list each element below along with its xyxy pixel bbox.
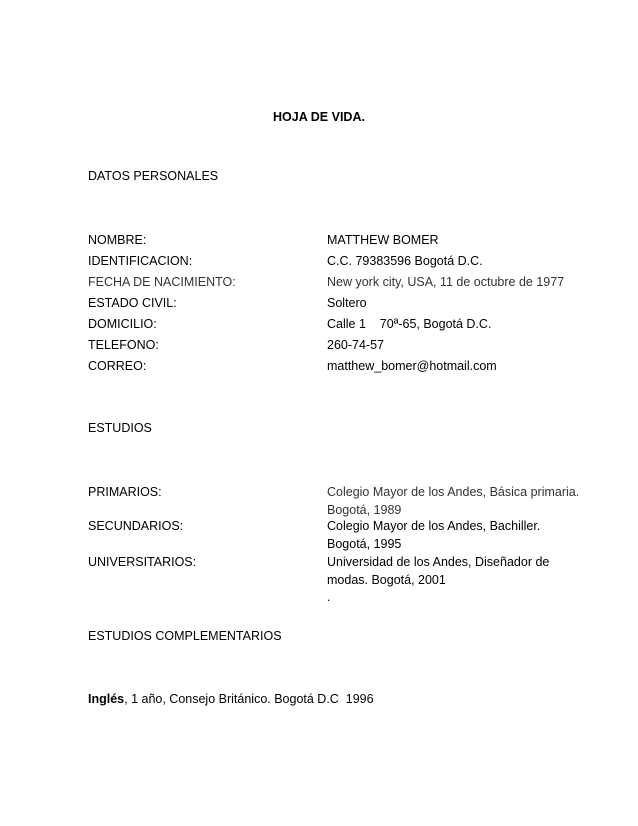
section-heading-studies: ESTUDIOS — [88, 421, 152, 435]
label-address: DOMICILIO: — [88, 317, 157, 331]
label-identification: IDENTIFICACION: — [88, 254, 193, 268]
complementary-entry-details: , 1 año, Consejo Británico. Bogotá D.C 1996 — [124, 692, 374, 706]
complementary-entry — [88, 692, 374, 706]
value-secondary: Colegio Mayor de los Andes, Bachiller. Bogotá, 1995 — [327, 519, 541, 551]
label-secondary: SECUNDARIOS: — [88, 519, 184, 533]
value-identification: C.C. 79383596 Bogotá D.C. — [327, 254, 483, 268]
value-email: matthew_bomer@hotmail.com — [327, 359, 497, 373]
label-university: UNIVERSITARIOS: — [88, 555, 197, 569]
value-phone: 260-74-57 — [327, 338, 384, 352]
page-title: HOJA DE VIDA. — [273, 110, 365, 124]
label-primary: PRIMARIOS: — [88, 485, 162, 499]
label-civil-status: ESTADO CIVIL: — [88, 296, 177, 310]
section-heading-personal: DATOS PERSONALES — [88, 169, 219, 183]
complementary-entry-language: Inglés — [88, 692, 125, 706]
value-primary: Colegio Mayor de los Andes, Básica primaria. Bogotá, 1989 — [327, 485, 580, 517]
label-phone: TELEFONO: — [88, 338, 159, 352]
value-birth-date: New york city, USA, 11 de octubre de 1977 — [327, 275, 565, 289]
section-heading-complementary: ESTUDIOS COMPLEMENTARIOS — [88, 629, 282, 643]
studies-trailing-dot: . — [327, 590, 331, 604]
value-university: Universidad de los Andes, Diseñador de modas. Bogotá, 2001 — [327, 555, 550, 587]
label-email: CORREO: — [88, 359, 147, 373]
value-civil-status: Soltero — [327, 296, 367, 310]
label-birth-date: FECHA DE NACIMIENTO: — [88, 275, 236, 289]
value-address: Calle 1 70ª-65, Bogotá D.C. — [327, 317, 492, 331]
value-name: MATTHEW BOMER — [327, 233, 439, 247]
label-name: NOMBRE: — [88, 233, 147, 247]
